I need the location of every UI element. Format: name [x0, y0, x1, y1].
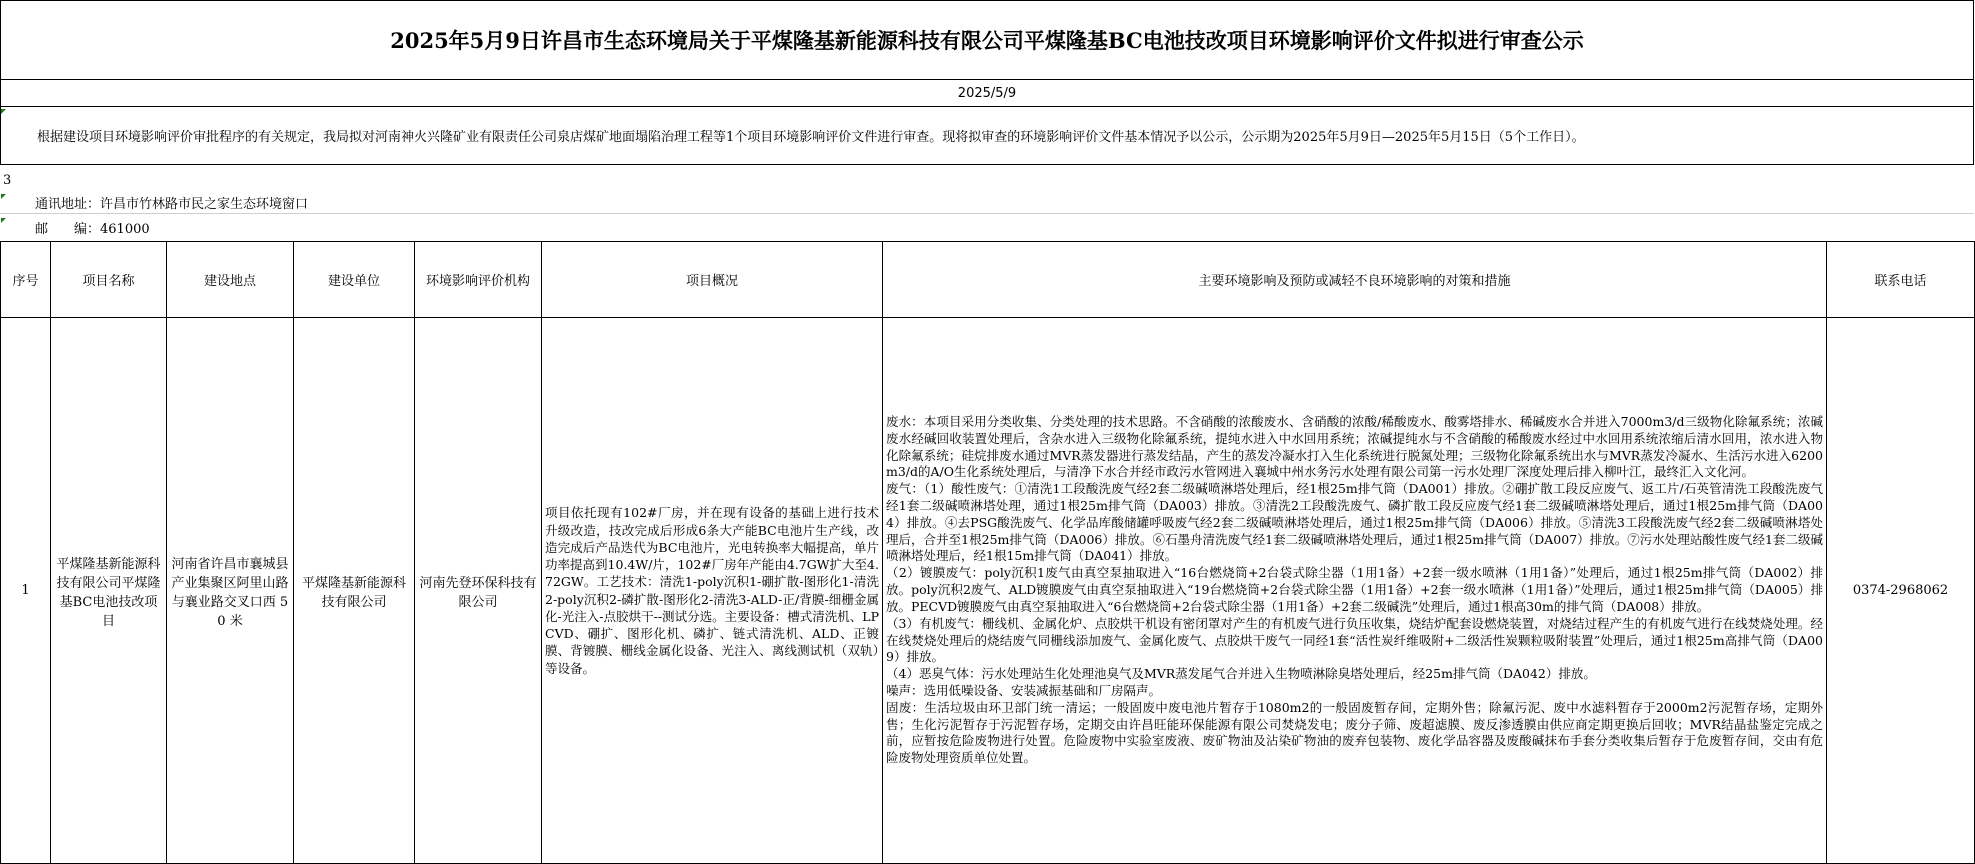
- postal-code: 邮 编：461000: [35, 221, 150, 237]
- contact-address: 通讯地址：许昌市竹林路市民之家生态环境窗口: [0, 192, 1974, 214]
- header-overview: 项目概况: [542, 242, 883, 318]
- cell-phone: 0374-2968062: [1827, 318, 1975, 864]
- header-builder: 建设单位: [294, 242, 415, 318]
- header-measures: 主要环境影响及预防或减轻不良环境影响的对策和措施: [883, 242, 1827, 318]
- measure-coating-gas: （2）镀膜废气：poly沉积1废气由真空泵抽取进入“16台燃烧筒+2台袋式除尘器（1用1备）+2套一级水喷淋（1用1备）”处理后，通过1根25m排气筒（DA002）排放。poly沉积2废气、ALD镀膜废气由真空泵抽取进入“19台燃烧筒+2台袋式除尘器（1用1备）+2套一级水喷淋（1用1备）”处理后，通过1根25m排气筒（DA005）排放。PECVD镀膜废气由真空泵抽取进入“6台燃烧筒+2台袋式除尘器（1用1备）+2套二级碱洗”处理后，通过1根高30m的排气筒（DA008）排放。: [886, 565, 1823, 614]
- header-no: 序号: [1, 242, 51, 318]
- cell-project-name: 平煤隆基新能源科技有限公司平煤隆基BC电池技改项目: [51, 318, 167, 864]
- cell-comment-marker: [1, 194, 6, 199]
- measure-odor-gas: （4）恶臭气体：污水处理站生化处理池臭气及MVR蒸发尾气合并进入生物喷淋除臭塔处理后，经25m排气筒（DA042）排放。: [886, 666, 1596, 682]
- measure-wastewater: 废水：本项目采用分类收集、分类处理的技术思路。不含硝酸的浓酸废水、含硝酸的浓酸/稀酸废水、酸雾塔排水、稀碱废水合并进入7000m3/d三级物化除氟系统；浓碱废水经碱回收装置处理后，含杂水进入三级物化除氟系统，提纯水进入中水回用系统；浓碱提纯水与不含硝酸的稀酸废水经过中水回用系统浓缩后清水回用，浓水进入物化除氟系统；硅烷排废水通过MVR蒸发器进行蒸发结晶，产生的蒸发冷凝水打入生化系统进行脱氮处理；三级物化除氟系统出水与MVR蒸发冷凝水、生活污水进入6200m3/d的A/O生化系统处理后，与清净下水合并经市政污水管网进入襄城中州水务污水处理有限公司第一污水处理厂深度处理后排入柳叶江，最终汇入文化河。: [886, 413, 1823, 480]
- measure-solid-waste: 固废：生活垃圾由环卫部门统一清运；一般固废中废电池片暂存于1080m2的一般固废暂存间，定期外售；除氟污泥、废中水滤料暂存于2000m2污泥暂存场，定期外售；生化污泥暂存于污泥暂存场，定期交由许昌旺能环保能源有限公司焚烧发电；废分子筛、废超滤膜、废反渗透膜由供应商定期更换后回收；MVR结晶盐鉴定完成之前，应暂按危险废物进行处置。危险废物中实验室废液、废矿物油及沾染矿物油的废弃包装物、废化学品容器及废酸碱抹布手套分类收集后暂存于危废暂存间，交由有危险废物处理资质单位处置。: [886, 699, 1823, 766]
- cell-measures: [883, 318, 1827, 864]
- header-name: 项目名称: [51, 242, 167, 318]
- cell-comment-marker: [1, 218, 6, 223]
- cell-comment-marker: [1, 109, 6, 114]
- intro-text: 根据建设项目环境影响评价审批程序的有关规定，我局拟对河南神火兴隆矿业有限责任公司泉店煤矿地面塌陷治理工程等1个项目环境影响评价文件进行审查。现将拟审查的环境影响评价文件基本情况予以公示，公示期为2025年5月9日—2025年5月15日（5个工作日）。: [0, 107, 1974, 165]
- table-header-row: [1, 242, 1975, 318]
- header-phone: 联系电话: [1827, 242, 1975, 318]
- header-agency: 环境影响评价机构: [415, 242, 542, 318]
- table-row: [1, 318, 1975, 864]
- page-title: 2025年5月9日许昌市生态环境局关于平煤隆基新能源科技有限公司平煤隆基BC电池技改项目环境影响评价文件拟进行审查公示: [0, 0, 1974, 80]
- publish-date: 2025/5/9: [0, 80, 1974, 107]
- cell-location: 河南省许昌市襄城县产业集聚区阿里山路与襄业路交叉口西 50 米: [167, 318, 294, 864]
- cell-no: 1: [1, 318, 51, 864]
- cell-overview: 项目依托现有102#厂房，并在现有设备的基础上进行技术升级改造，技改完成后形成6条大产能BC电池片生产线，改造完成后产品迭代为BC电池片，光电转换率大幅提高，单片功率提高到10.4W/片，102#厂房年产能由4.7GW扩大至4.72GW。工艺技术：清洗1-poly沉积1-硼扩散-图形化1-清洗2-poly沉积2-磷扩散-图形化2-清洗3-ALD-正/背膜-细栅金属化-光注入-点胶烘干--测试分选。主要设备：槽式清洗机、LPCVD、硼扩、图形化机、磷扩、链式清洗机、ALD、正镀膜、背镀膜、栅线金属化设备、光注入、离线测试机（双轨）等设备。: [542, 318, 883, 864]
- header-location: 建设地点: [167, 242, 294, 318]
- row-number-text: 3: [3, 172, 12, 188]
- project-table: [0, 241, 1975, 864]
- measure-organic-gas: （3）有机废气：栅线机、金属化炉、点胶烘干机设有密闭罩对产生的有机废气进行负压收集，烧结炉配套设燃烧装置，对烧结过程产生的有机废气进行在线焚烧处理。经在线焚烧处理后的烧结废气同栅线添加废气、金属化废气、点胶烘干废气一同经1套“活性炭纤维吸附+二级活性炭颗粒吸附装置”处理后，通过1根25m高排气筒（DA009）排放。: [886, 615, 1823, 665]
- measure-noise: 噪声：选用低噪设备、安装减振基础和厂房隔声。: [886, 682, 1162, 698]
- measure-acid-gas: 废气：（1）酸性废气：①清洗1工段酸洗废气经2套二级碱喷淋塔处理后，经1根25m排气筒（DA001）排放。②硼扩散工段反应废气、返工片/石英管清洗工段酸洗废气经1套二级碱喷淋塔处理，通过1根25m排气筒（DA003）排放。③清洗2工段酸洗废气、磷扩散工段反应废气经1套二级碱喷淋塔处理后，通过1根25m排气筒（DA004）排放。④去PSG酸洗废气、化学品库酸储罐呼吸废气经2套二级碱喷淋塔处理后，通过1根25m排气筒（DA006）排放。⑤清洗3工段酸洗废气经2套二级碱喷淋塔处理后，合并至1根25m排气筒（DA006）排放。⑥石墨舟清洗废气经1套二级碱喷淋塔处理后，通过1根25m排气筒（DA007）排放。⑦污水处理站酸性废气经1套二级碱喷淋塔处理后，经1根15m排气筒（DA041）排放。: [886, 481, 1823, 564]
- cell-builder: 平煤隆基新能源科技有限公司: [294, 318, 415, 864]
- cell-agency: 河南先登环保科技有限公司: [415, 318, 542, 864]
